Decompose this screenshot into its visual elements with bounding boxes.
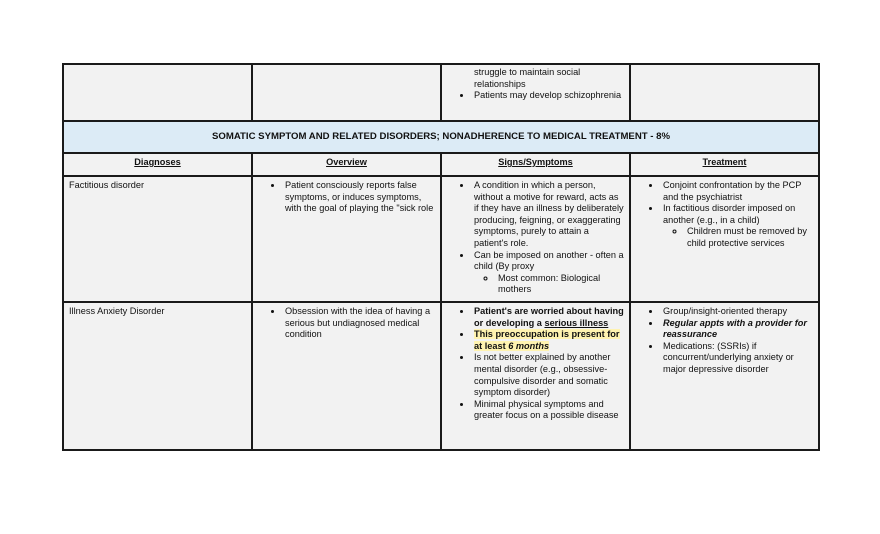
section-title: SOMATIC SYMPTOM AND RELATED DISORDERS; NONADHERENCE TO MEDICAL TREATMENT - 8% — [63, 121, 819, 153]
diagnosis-cell: Illness Anxiety Disorder — [63, 302, 252, 450]
list-item: • Conjoint confrontation by the PCP and the psychiatrist — [661, 180, 813, 203]
list-item: • Medications: (SSRIs) if concurrent/underlying anxiety or major depressive disorder — [661, 341, 813, 376]
prev-overview-cell — [252, 64, 441, 121]
table-row-illness-anxiety — [63, 302, 819, 450]
overview-cell — [252, 176, 441, 302]
previous-row-continuation — [63, 64, 819, 121]
sub-list-item: ◦ Most common: Biological mothers — [496, 273, 624, 296]
header-overview: Overview — [252, 153, 441, 176]
diagnosis-cell: Factitious disorder — [63, 176, 252, 302]
list-item: • Is not better explained by another mental disorder (e.g., obsessive-compulsive disorder and somatic symptom disorder) — [472, 352, 624, 398]
prev-signs-cell — [441, 64, 630, 121]
prev-diagnosis-cell — [63, 64, 252, 121]
header-treatment: Treatment — [630, 153, 819, 176]
list-item: • Group/insight-oriented therapy — [661, 306, 813, 318]
signs-cell — [441, 302, 630, 450]
treatment-cell — [630, 302, 819, 450]
list-item: • Patient consciously reports false symptoms, or induces symptoms, with the goal of playing the "sick role — [283, 180, 435, 215]
section-header-row — [63, 121, 819, 153]
list-item: • In factitious disorder imposed on another (e.g., in a child) ◦ Children must be removed by child protective services — [661, 203, 813, 249]
list-item: • Can be imposed on another - often a child (By proxy ◦ Most common: Biological mothers — [472, 250, 624, 296]
prev-signs-bullet: • Patients may develop schizophrenia — [472, 90, 624, 102]
list-item: • A condition in which a person, without a motive for reward, acts as if they have an illness by deliberately producing, feigning, or exaggerating symptoms, purely to attain a patient's role. — [472, 180, 624, 250]
prev-treatment-cell — [630, 64, 819, 121]
header-diagnoses: Diagnoses — [63, 153, 252, 176]
list-item: • Obsession with the idea of having a serious but undiagnosed medical condition — [283, 306, 435, 341]
highlighted-list-item: • This preoccupation is present for at least 6 months — [472, 329, 624, 352]
table-row-factitious — [63, 176, 819, 302]
header-signs-symptoms: Signs/Symptoms — [441, 153, 630, 176]
list-item: • Regular appts with a provider for reassurance — [661, 318, 813, 341]
column-header-row — [63, 153, 819, 176]
signs-cell — [441, 176, 630, 302]
treatment-cell — [630, 176, 819, 302]
list-item: • Minimal physical symptoms and greater focus on a possible disease — [472, 399, 624, 422]
prev-signs-continuation: struggle to maintain social relationships — [474, 67, 581, 89]
overview-cell — [252, 302, 441, 450]
sub-list-item: ◦ Children must be removed by child protective services — [685, 226, 813, 249]
notes-table — [62, 63, 820, 451]
list-item: • Patient's are worried about having or developing a serious illness — [472, 306, 624, 329]
